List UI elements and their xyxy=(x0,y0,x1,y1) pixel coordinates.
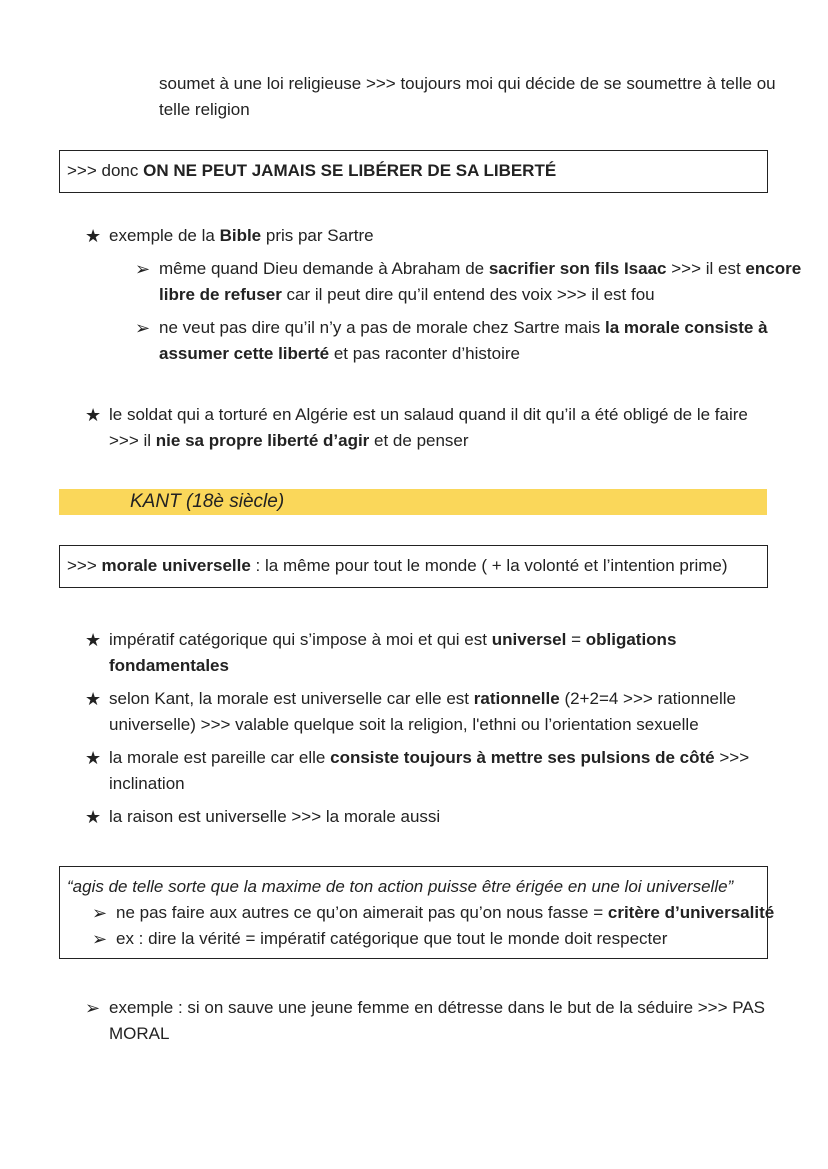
star-icon: ★ xyxy=(85,748,102,768)
arrow-icon: ➢ xyxy=(92,903,108,923)
final-example-line-2: MORAL xyxy=(109,1024,170,1043)
star-icon: ★ xyxy=(85,630,102,650)
star-icon: ★ xyxy=(85,226,102,246)
maxime-point-2: ex : dire la vérité = impératif catégorique que tout le monde doit respecter xyxy=(116,929,668,948)
morale-sartre-line-1: ne veut pas dire qu’il n’y a pas de morale chez Sartre mais la morale consiste à xyxy=(159,318,768,337)
arrow-icon: ➢ xyxy=(135,318,151,338)
intro-line-2: telle religion xyxy=(159,100,250,119)
raison-line: la raison est universelle >>> la morale aussi xyxy=(109,807,441,826)
star-icon: ★ xyxy=(85,807,102,827)
star-icon: ★ xyxy=(85,405,102,425)
soldat-line-2: >>> il nie sa propre liberté d’agir et de penser xyxy=(109,431,469,450)
maxime-quote: “agis de telle sorte que la maxime de ton action puisse être érigée en une loi universelle” xyxy=(67,877,734,896)
morale-universelle-text: >>> morale universelle : la même pour tout le monde ( + la volonté et l’intention prime) xyxy=(67,556,728,575)
abraham-line-2: libre de refuser car il peut dire qu’il entend des voix >>> il est fou xyxy=(159,285,655,304)
imperatif-line-2: fondamentales xyxy=(109,656,229,675)
rationnelle-line-1: selon Kant, la morale est universelle car elle est rationnelle (2+2=4 >>> rationnelle xyxy=(109,689,736,708)
arrow-icon: ➢ xyxy=(92,929,108,949)
pulsions-line-2: inclination xyxy=(109,774,185,793)
star-icon: ★ xyxy=(85,689,102,709)
final-example-line-1: exemple : si on sauve une jeune femme en détresse dans le but de la séduire >>> PAS xyxy=(109,998,766,1017)
morale-sartre-line-2: assumer cette liberté et pas raconter d’histoire xyxy=(159,344,520,363)
arrow-icon: ➢ xyxy=(135,259,151,279)
rationnelle-line-2: universelle) >>> valable quelque soit la religion, l'ethni ou l’orientation sexuelle xyxy=(109,715,699,734)
arrow-icon: ➢ xyxy=(85,998,101,1018)
abraham-line-1: même quand Dieu demande à Abraham de sacrifier son fils Isaac >>> il est encore xyxy=(159,259,802,278)
intro-line-1: soumet à une loi religieuse >>> toujours moi qui décide de se soumettre à telle ou xyxy=(159,74,776,93)
maxime-point-1: ne pas faire aux autres ce qu’on aimerait pas qu’on nous fasse = critère d’universalité xyxy=(116,903,775,922)
imperatif-line-1: impératif catégorique qui s’impose à moi et qui est universel = obligations xyxy=(109,630,677,649)
bible-bullet: exemple de la Bible pris par Sartre xyxy=(109,226,374,245)
conclusion-text: >>> donc ON NE PEUT JAMAIS SE LIBÉRER DE SA LIBERTÉ xyxy=(67,161,557,180)
soldat-line-1: le soldat qui a torturé en Algérie est un salaud quand il dit qu’il a été obligé de le faire xyxy=(109,405,748,424)
pulsions-line-1: la morale est pareille car elle consiste toujours à mettre ses pulsions de côté >>> xyxy=(109,748,750,767)
section-header-kant: KANT (18è siècle) xyxy=(130,491,285,512)
